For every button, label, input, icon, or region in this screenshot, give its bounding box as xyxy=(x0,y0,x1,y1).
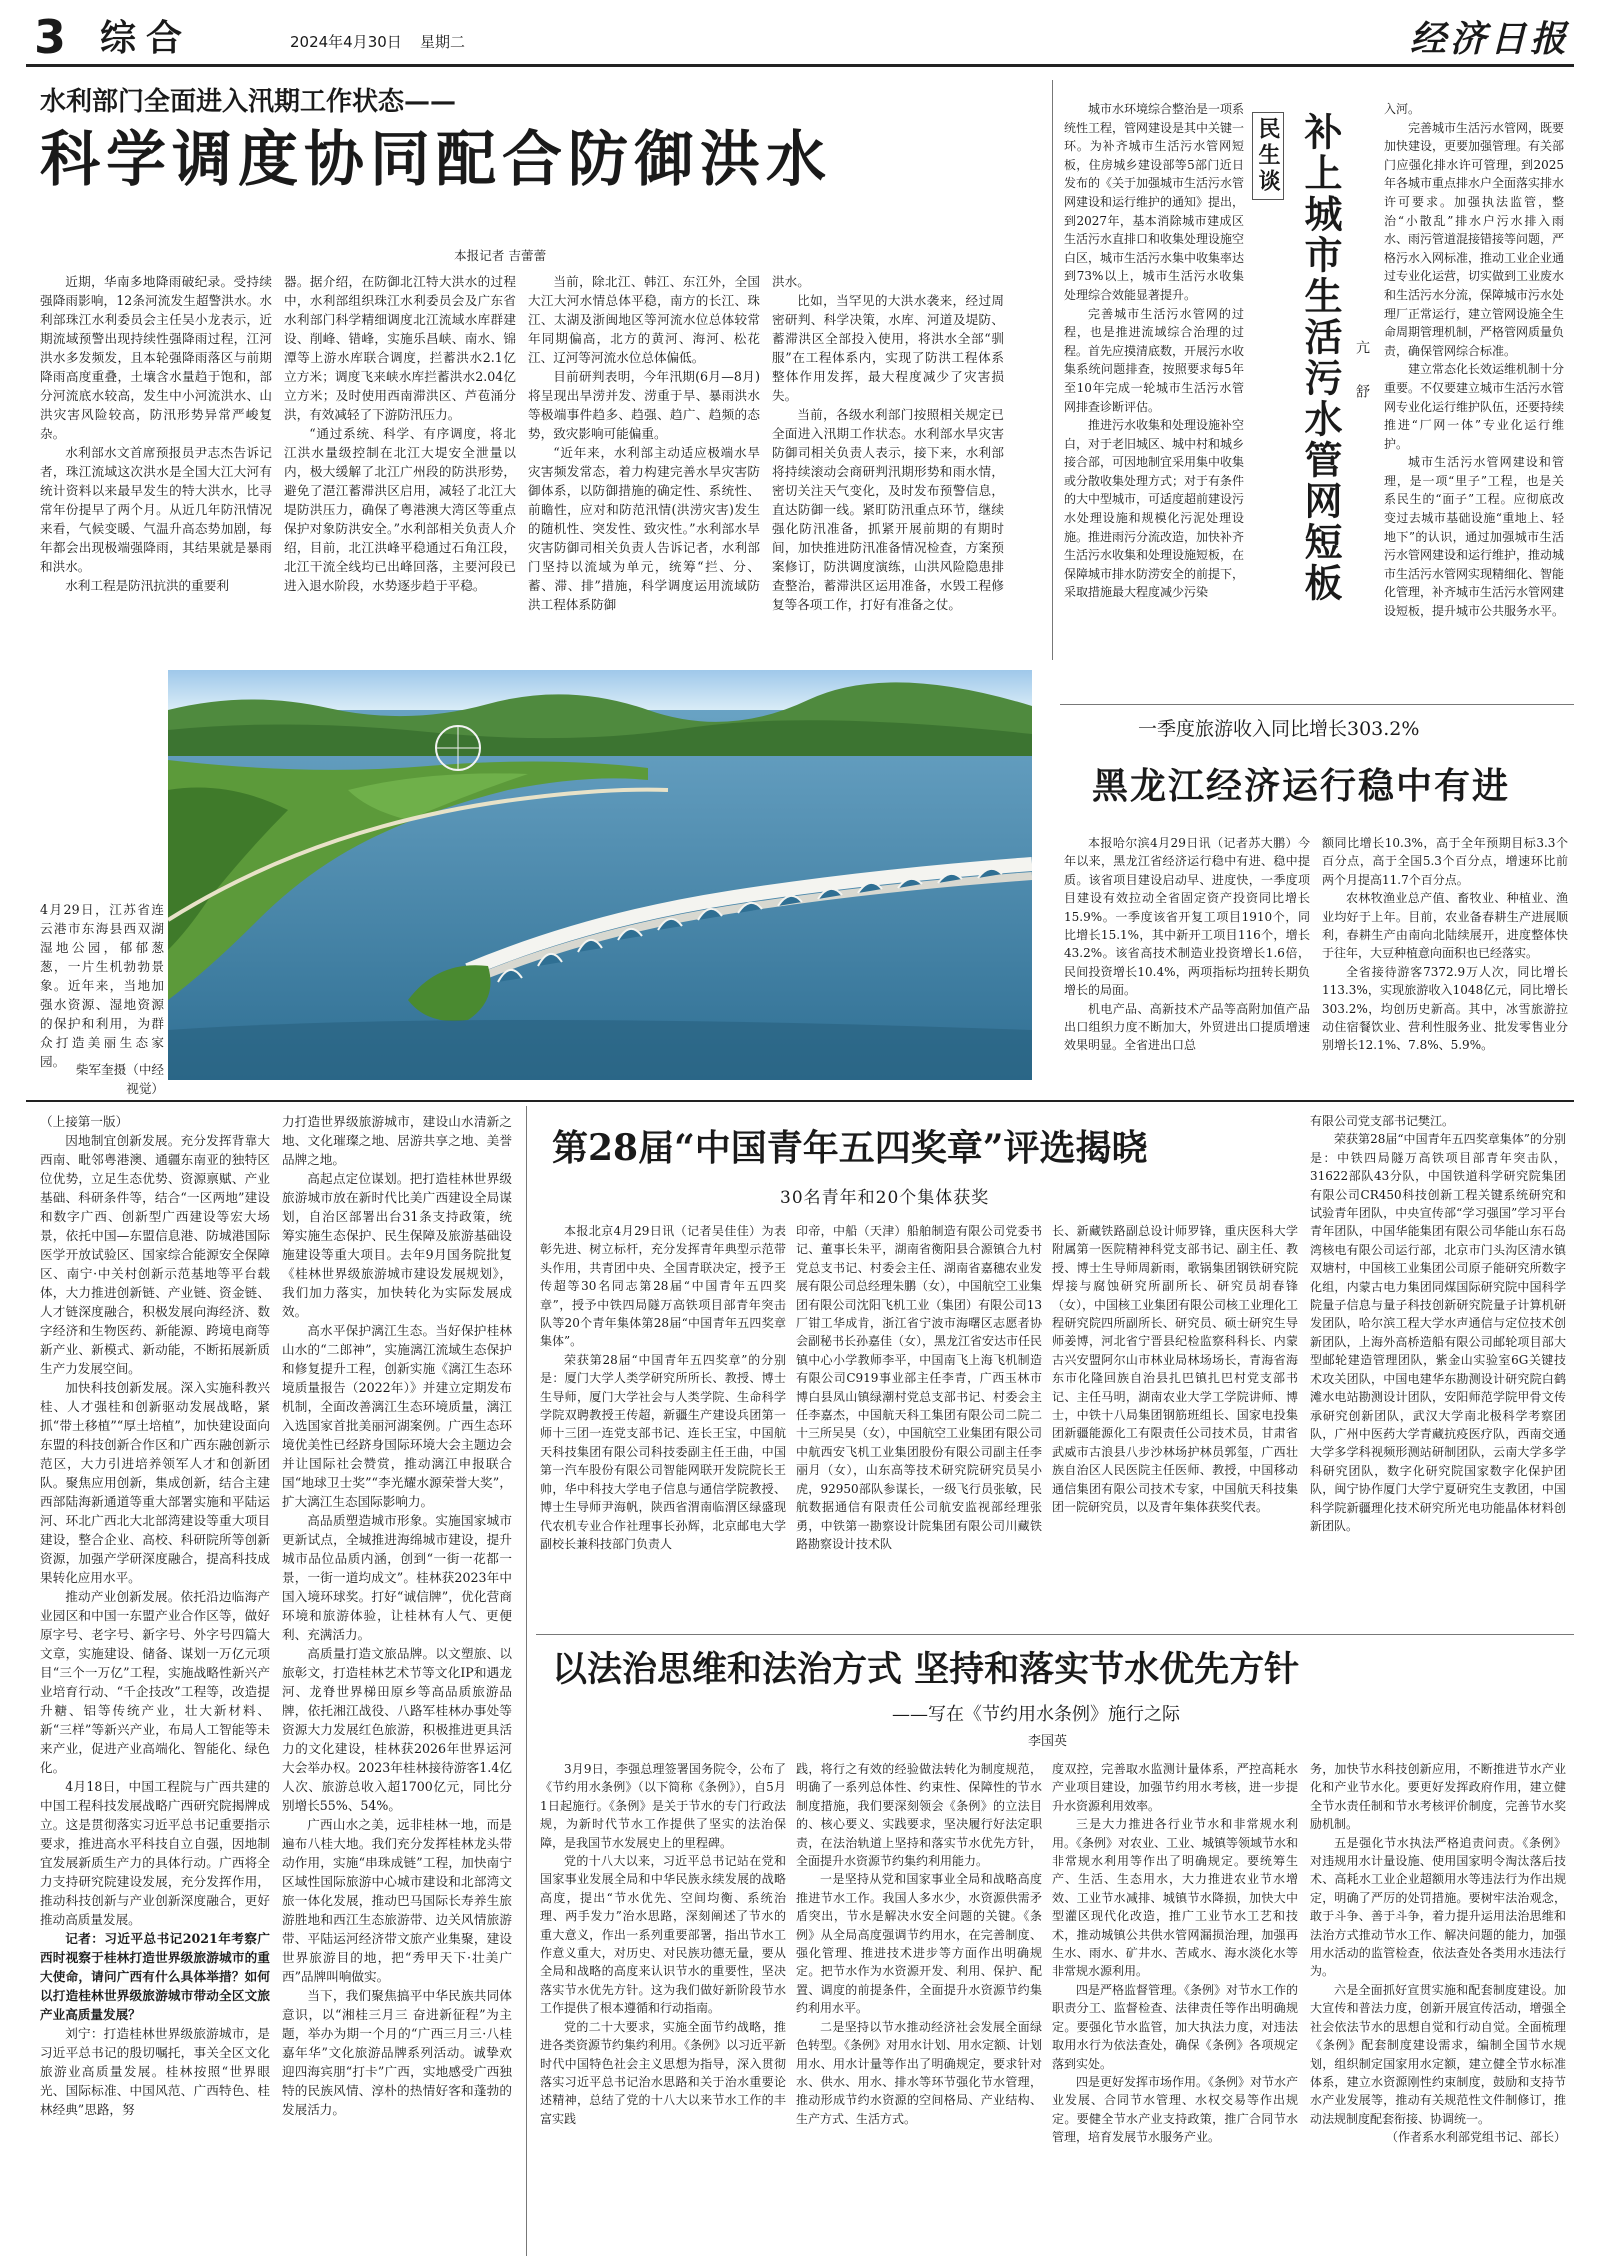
paragraph: 高水平保护漓江生态。当好保护桂林山水的“二郎神”，实施漓江流域生态保护和修复提升工程，创新实施《漓江生态环境质量报告（2022年）》并建立定期发布机制，全面改善漓江生态环境质量，漓江入选国家首批美丽河湖案例。广西生态环境优美性已经跻身国际环境大会主题边会并让国际社会赞赏，推动漓江申报联合国“地球卫士奖”“李光耀水源荣誉大奖”，扩大漓江生态国际影响力。 xyxy=(282,1323,512,1509)
section-divider xyxy=(536,1634,1574,1635)
lead-column-3 xyxy=(528,272,760,650)
author-note: （作者系水利部党组书记、部长） xyxy=(1385,2130,1566,2145)
paragraph: 洪水。 xyxy=(772,274,810,289)
lake-bridge-photo xyxy=(168,670,1032,1080)
guilin-column-1 xyxy=(40,1112,270,2252)
paragraph: 力打造世界级旅游城市，建设山水清新之地、文化璀璨之地、居游共享之地、美誉品牌之地。 xyxy=(282,1114,512,1167)
opinion-title: 补上城市生活污水管网短板 xyxy=(1298,112,1343,604)
paragraph: 党的二十大要求，实施全面节约战略，推进各类资源节约集约利用。《条例》以习近平新时代中国特色社会主义思想为指导，深入贯彻落实习近平总书记治水思路和关于治水重要论述精神，总结了党的十八大以来节水工作的丰富实践 xyxy=(540,2019,786,2126)
paragraph: 践，将行之有效的经验做法转化为制度规范，明确了一系列总体性、约束性、保障性的节水制度措施，我们要深刻领会《条例》的立法目的、核心要义、实践要求，坚决履行好法定职责，在法治轨道上坚持和落实节水优先方针，全面提升水资源节约集约利用能力。 xyxy=(796,1762,1042,1869)
page-number: 3 xyxy=(34,10,67,64)
masthead-rule xyxy=(26,64,1574,67)
lead-column-2 xyxy=(284,272,516,650)
water-title: 以法治思维和法治方式 坚持和落实节水优先方针 xyxy=(552,1649,1300,1690)
opinion-tag: 民生谈 xyxy=(1252,112,1284,200)
paragraph: 入河。 xyxy=(1384,102,1421,116)
paragraph: 农林牧渔业总产值、畜牧业、种植业、渔业均好于上年。目前，农业备春耕生产进展顺利，春耕生产由南向北陆续展开，进度整体快于往年，大豆种植意向面积也已经落实。 xyxy=(1322,891,1568,961)
paragraph: 水利工程是防汛抗洪的重要利 xyxy=(65,578,229,593)
section-divider xyxy=(1060,704,1574,705)
paragraph: 刘宁：打造桂林世界级旅游城市，是习近平总书记的殷切嘱托，事关全区文化旅游业高质量发展。桂林按照“世界眼光、国际标准、中国风范、广西特色、桂林经典”思路，努 xyxy=(40,2026,270,2117)
column-divider xyxy=(1052,80,1053,660)
column-divider xyxy=(526,1106,527,2256)
opinion-column-2 xyxy=(1384,100,1564,660)
paragraph: 器。据介绍，在防御北江特大洪水的过程中，水利部组织珠江水利委员会及广东省水利部门科学精细调度北江流域水库群建设、削峰、错峰，实施乐昌峡、南水、锦潭等上游水库联合调度，拦蓄洪水2.1亿立方米；调度飞来峡水库拦蓄洪水2.04亿立方米；及时使用西南滞洪区、芦苞涌分洪，有效减轻了下游防汛压力。 xyxy=(284,274,516,422)
paragraph: 印帝，中船（天津）船舶制造有限公司党委书记、董事长朱平，湖南省衡阳县合源镇合九村党总支书记、村委会主任、湖南省嘉穗农业发展有限公司总经理朱鹏（女），中国航空工业集团有限公司沈阳飞机工业（集团）有限公司13厂钳工华成肯，浙江省宁波市海曙区志愿者协会副秘书长孙嘉佳（女），黑龙江省安达市任民镇中心小学教师李平，中国南飞上海飞机制造有限公司C919事业部主任李青，广西玉林市博白县凤山镇绿潮村党总支部书记、村委会主任李嘉杰，中国航天科工集团有限公司二院二十三所吴昊（女），中国航空工业集团有限公司中航西安飞机工业集团股份有限公司副主任李丽月（女），山东高等技术研究院研究员吴小虎，92950部队参谋长，一级飞行员张敏，民航数据通信有限责任公司航安监视部经理张勇，中铁第一勘察设计院集团有限公司川藏铁路勘察设计技术队 xyxy=(796,1224,1042,1551)
wusi-column-1 xyxy=(540,1222,786,1622)
paragraph: 城市生活污水管网建设和管理，是一项“里子”工程，也是关系民生的“面子”工程。应彻底改变过去城市基础设施“重地上、轻地下”的认识，通过加强城市生活污水管网建设和运行维护，推动城市生活污水管网实现精细化、智能化管理，补齐城市生活污水管网建设短板，提升城市公共服务水平。 xyxy=(1384,455,1564,619)
paragraph: “通过系统、科学、有序调度，将北江洪水量级控制在北江大堤安全泄量以内，极大缓解了北江广州段的防洪形势，避免了潖江蓄滞洪区启用，减轻了北江大堤防洪压力，确保了粤港澳大湾区等重点保护对象防洪安全。”水利部相关负责人介绍，目前，北江洪峰平稳通过石角江段，北江干流全线均已出峰回落，主要河段已进入退水阶段，水势逐步趋于平稳。 xyxy=(284,426,516,593)
issue-date: 2024年4月30日 xyxy=(290,33,402,51)
newspaper-logo: 经济日报 xyxy=(1410,18,1571,60)
paragraph: 二是坚持以节水推动经济社会发展全面绿色转型。《条例》对用水计划、用水定额、计划用水、用水计量等作出了明确规定，要求针对水、供水、用水、排水等环节强化节水管理，推动形成节约水资源的空间格局、产业结构、生产方式、生活方式。 xyxy=(796,2019,1042,2126)
opinion-author: 亢舒 xyxy=(1354,340,1370,428)
paragraph: 加快科技创新发展。深入实施科教兴桂、人才强桂和创新驱动发展战略，紧抓“带土移植”“厚土培植”，加快建设面向东盟的科技创新合作区和广西东融创新示范区，大力引进培养领军人才和创新团队。聚焦应用创新，集成创新，结合主建西部陆海新通道等重大部署实施和平陆运河、环北广西北大北部湾建设等重大项目建设，整合企业、高校、科研院所等创新资源，加强产学研深度融合，提高科技成果转化应用水平。 xyxy=(40,1380,270,1585)
lead-column-4 xyxy=(772,272,1004,650)
paragraph: 全省接待游客7372.9万人次，同比增长113.3%，实现旅游收入1048亿元，同比增长303.2%，均创历史新高。其中，冰雪旅游拉动住宿餐饮业、营利性服务业、批发零售业分别增长12.1%、7.8%、5.9%。 xyxy=(1322,964,1568,1053)
paragraph: 高质量打造文旅品牌。以文塑旅、以旅彰文，打造桂林艺术节等文化IP和遇龙河、龙脊世界梯田原乡等高品质旅游品牌，依托湘江战役、八路军桂林办事处等资源大力发展红色旅游，积极推进更具活力的文化建设，桂林获2026年世界运河大会举办权。2023年桂林接待游客1.4亿人次、旅游总收入超1700亿元，同比分别增长55%、54%。 xyxy=(282,1646,512,1813)
continued-note: （上接第一版） xyxy=(40,1114,129,1129)
guilin-column-2 xyxy=(282,1112,512,2252)
paragraph: 五是强化节水执法严格追责问责。《条例》对违规用水计量设施、使用国家明令淘汰落后技术、高耗水工业企业超额用水等违法行为作出规定，明确了严厉的处罚措施。要树牢法治观念，敢于斗争、善于斗争，着力提升运用法治思维和法治方式推动节水工作、解决问题的能力，加强用水活动的监管检查，依法查处各类用水违法行为。 xyxy=(1310,1835,1566,1979)
paragraph: 六是全面抓好宣贯实施和配套制度建设。加大宣传和普法力度，创新开展宣传活动，增强全社会依法节水的思想自觉和行动自觉。全面梳理《条例》配套制度建设需求，编制全国节水规划，组织制定国家用水定额，建立健全节水标准体系，建立水资源刚性约束制度，鼓励和支持节水产业发展等，推动有关规范性文件制修订，推动法规制度配套衔接、协调统一。 xyxy=(1310,1982,1566,2126)
lake-bridge-illustration xyxy=(168,670,1032,1080)
water-column-3 xyxy=(1052,1760,1298,2256)
page-divider xyxy=(26,1100,1574,1102)
paragraph: 完善城市生活污水管网的过程，也是推进流域综合治理的过程。首先应摸清底数，开展污水收集系统问题排查，按照要求每5年至10年完成一轮城市生活污水管网排查诊断评估。 xyxy=(1064,306,1244,414)
wusi-column-3 xyxy=(1052,1222,1298,1622)
paragraph: 因地制宜创新发展。充分发挥背靠大西南、毗邻粤港澳、通疆东南亚的独特区位优势，立足生态优势、资源禀赋、产业基础、科研条件等，结合“一区两地”建设和数字广西、创新型广西建设等宏大场景，依托中国—东盟信息港、防城港国际医学开放试验区、国家综合能源安全保障区、南宁·中关村创新示范基地等平台载体，大力推进创新链、产业链、资金链、人才链深度融合，积极发展向海经济、数字经济和生物医药、新能源、跨境电商等新产业、新模式、新动能，不断拓展新质生产力发展空间。 xyxy=(40,1133,270,1376)
paragraph: 当前，各级水利部门按照相关规定已全面进入汛期工作状态。水利部水旱灾害防御司相关负责人表示，接下来，水利部将持续滚动会商研判汛期形势和雨水情，密切关注天气变化，及时发布预警信息，直达防御一线。紧盯防汛重点环节，继续强化防汛准备，抓紧开展前期的有期时间，加快推进防汛准备情况检查，方案预案修订，防洪调度演练，山洪风险隐患排查整治，蓄滞洪区运用准备，水毁工程修复等各项工作，打好有准备之仗。 xyxy=(772,407,1004,612)
paragraph: 4月18日，中国工程院与广西共建的中国工程科技发展战略广西研究院揭牌成立。这是贯彻落实习近平总书记重要指示要求，推进高水平科技自立自强，因地制宜发展新质生产力的具体行动。广西将全力支持研究院建设发展，充分发挥作用，推动科技创新与产业创新深度融合，更好推动高质量发展。 xyxy=(40,1779,270,1927)
paragraph: 四是更好发挥市场作用。《条例》对节水产业发展、合同节水管理、水权交易等作出规定。要健全节水产业支持政策，推广合同节水管理，培育发展节水服务产业。 xyxy=(1052,2074,1298,2145)
paragraph: 近期，华南多地降雨破纪录。受持续强降雨影响，12条河流发生超警洪水。水利部珠江水利委员会主任吴小龙表示，近期流域预警出现持续性强降雨过程，江河洪水多发频发，且本轮强降雨落区与前期降雨高度重叠，土壤含水量趋于饱和，部分河流底水较高，发生中小河流洪水、山洪灾害风险较高，防汛形势异常严峻复杂。 xyxy=(40,274,272,441)
photo-credit: 柴军奎摄（中经视觉） xyxy=(75,1062,164,1096)
wusi-column-2 xyxy=(796,1222,1042,1622)
paragraph: 本报北京4月29日讯（记者吴佳佳）为表彰先进、树立标杆，充分发挥青年典型示范带头作用，共青团中央、全国青联决定，授予王传超等30名同志第28届“中国青年五四奖章”，授予中铁四局隧万高铁项目部青年突击队等20个青年集体第28届“中国青年五四奖章集体”。 xyxy=(540,1224,786,1349)
paragraph: 长、新藏铁路副总设计师罗锋，重庆医科大学附属第一医院精神科党支部书记、副主任、教授、博士生导师周新雨，歌锅集团钢铁研究院焊接与腐蚀研究所副所长、研究员胡春锋（女），中国核工业集团有限公司核工业理化工程研究院四所副所长、研究员、硕士研究生导师姜博，河北省宁晋县纪检监察科科长、内蒙古兴安盟阿尔山市林业局林场场长，青海省海东市化隆回族自治县扎巴镇扎巴村党支部书记、主任马明，湖南农业大学工学院讲师、博士，中铁十八局集团钢筋班组长、国家电投集团新疆能源化工有限责任公司技术员，甘肃省武威市古浪县八步沙林场护林员郭玺，广西壮族自治区人民医院主任医师、教授，中国移动通信集团有限公司技术专家，中国航天科技集团一院研究员，以及青年集体获奖代表。 xyxy=(1052,1224,1298,1515)
water-subtitle: ——写在《节约用水条例》施行之际 xyxy=(892,1704,1180,1725)
lead-title: 科学调度协同配合防御洪水 xyxy=(40,125,832,195)
paragraph: 务，加快节水科技创新应用，不断推进节水产业化和产业节水化。要更好发挥政府作用，建立健全节水责任制和节水考核评价制度，完善节水奖励机制。 xyxy=(1310,1762,1566,1832)
paragraph: 四是严格监督管理。《条例》对节水工作的职责分工、监督检查、法律责任等作出明确规定。要强化节水监管，加大执法力度，对违法取用水行为依法查处，确保《条例》各项规定落到实处。 xyxy=(1052,1982,1298,2071)
wusi-subtitle: 30名青年和20个集体获奖 xyxy=(780,1188,990,1208)
paragraph: 比如，当罕见的大洪水袭来，经过周密研判、科学决策，水库、河道及堤防、蓄滞洪区全部投入使用，将洪水全部“驯服”在工程体系内，实现了防洪工程体系整体作用发挥，最大程度减少了灾害损失。 xyxy=(772,293,1004,403)
paragraph: 广西山水之美，远非桂林一地，而是遍布八桂大地。我们充分发挥桂林龙头带动作用，实施“串珠成链”工程，加快南宁区域性国际旅游中心城市建设和北部湾文旅一体化发展，推动巴马国际长寿养生旅游胜地和西江生态旅游带、边关风情旅游带、平陆运河经济带文旅产业集聚，建设世界旅游目的地，把“秀甲天下·壮美广西”品牌叫响做实。 xyxy=(282,1817,512,1984)
paragraph: 推动产业创新发展。依托沿边临海产业园区和中国一东盟产业合作区等，做好原字号、老字号、新字号、外字号四篇大文章，实施建设、储备、谋划一万亿元项目“三个一万亿”工程，实施战略性新兴产业培育行动、“千企技改”工程等，改造提升糖、铝等传统产业，壮大新材料、新“三样”等新兴产业，布局人工智能等未来产业，促进产业高端化、智能化、绿色化。 xyxy=(40,1589,270,1775)
water-author: 李国英 xyxy=(1028,1734,1068,1749)
water-column-1 xyxy=(540,1760,786,2256)
paragraph: 完善城市生活污水管网，既要加快建设，更要加强管理。有关部门应强化排水许可管理，到2025年各城市重点排水户全面落实排水许可要求。加强执法监管，整治“小散乱”排水户污水排入雨水、雨污管道混接错接等问题，严格污水入网标准，推动工业企业通过专业化运营，切实做到工业废水和生活污水分流，保障城市污水处理厂正常运行，建立管网设施全生命周期管理机制，严格管网质量负责，确保管网综合标准。 xyxy=(1384,120,1564,358)
opinion-column-1 xyxy=(1064,100,1244,660)
hlj-subtitle: 一季度旅游收入同比增长303.2% xyxy=(1138,718,1420,740)
paragraph: 水利部水文首席预报员尹志杰告诉记者，珠江流域这次洪水是全国大江大河有统计资料以来最早发生的特大洪水，比寻常年份提早了两个月。从近几年防汛情况来看，气候变暖、气温升高态势加剧，每年都会出现极端强降雨，其结果就是暴雨和洪水。 xyxy=(40,445,272,574)
section-name: 综合 xyxy=(100,18,193,59)
paragraph: 额同比增长10.3%，高于全年预期目标3.3个百分点，高于全国5.3个百分点，增速环比前两个月提高11.7个百分点。 xyxy=(1322,836,1568,887)
hlj-column-1 xyxy=(1064,834,1310,1084)
paragraph: 当下，我们聚焦搞平中华民族共同体意识，以“湘桂三月三 奋进新征程”为主题，举办为期一个月的“广西三月三·八桂嘉年华”文化旅游品牌系列活动。诚挚欢迎四海宾朋“打卡”广西，实地感受广西独特的民族风情、淳朴的热情好客和蓬勃的发展活力。 xyxy=(282,1988,512,2117)
paragraph: “近年来，水利部主动适应极端水旱灾害频发常态，着力构建完善水旱灾害防御体系，以防御措施的确定性、系统性、前瞻性，应对和防范汛情(洪涝灾害)发生的随机性、突发性、致灾性。”水利部水旱灾害防御司相关负责人告诉记者，水利部门坚持以流域为单元，统筹“拦、分、蓄、滞、排”措施，科学调度运用流域防洪工程体系防御 xyxy=(528,445,760,612)
paragraph: 城市水环境综合整治是一项系统性工程，管网建设是其中关键一环。为补齐城市生活污水管网短板，住房城乡建设部等5部门近日发布的《关于加强城市生活污水管网建设和运行维护的通知》提出，到2027年，基本消除城市建成区生活污水直排口和收集处理设施空白区，城市生活污水集中收集率达到73%以上，城市生活污水收集处理综合效能显著提升。 xyxy=(1064,102,1244,302)
hlj-column-2 xyxy=(1322,834,1568,1084)
paragraph: 3月9日，李强总理签署国务院令，公布了《节约用水条例》（以下简称《条例》），自5月1日起施行。《条例》是关于节水的专门行政法规，为新时代节水工作提供了坚实的法治保障，是我国节水发展史上的里程碑。 xyxy=(540,1762,786,1850)
paragraph: 目前研判表明，今年汛期(6月—8月)将呈现出旱涝并发、涝重于旱、暴雨洪水等极端事件趋多、趋强、趋广、趋频的态势，致灾影响可能偏重。 xyxy=(528,369,760,441)
photo-caption: 4月29日，江苏省连云港市东海县西双湖湿地公园，郁郁葱葱，一片生机勃勃景象。近年来，当地加强水资源、湿地资源的保护和利用，为群众打造美丽生态家园。 xyxy=(40,902,164,1069)
wusi-title: 第28届“中国青年五四奖章”评选揭晓 xyxy=(552,1127,1148,1169)
paragraph: 当前，除北江、韩江、东江外，全国大江大河水情总体平稳，南方的长江、珠江、太湖及浙闽地区等河流水位总体较常年同期偏高，北方的黄河、海河、松花江、辽河等河流水位总体偏低。 xyxy=(528,274,760,365)
lead-byline: 本报记者 吉蕾蕾 xyxy=(454,248,547,263)
paragraph: 建立常态化长效运维机制十分重要。不仅要建立城市生活污水管网专业化运行维护队伍，还要持续推进“厂网一体”专业化运行维护。 xyxy=(1384,362,1564,451)
water-column-4 xyxy=(1310,1760,1566,2256)
lead-kicker: 水利部门全面进入汛期工作状态—— xyxy=(40,87,457,117)
paragraph: 高品质塑造城市形象。实施国家城市更新试点，全城推进海绵城市建设，提升城市品位品质内涵，创到“一街一花都一景，一街一道均成文”。桂林获2023年中国入境环球奖。打好“诚信牌”，优化营商环境和旅游体验，让桂林有人气、更便利、充满活力。 xyxy=(282,1513,512,1642)
water-column-2 xyxy=(796,1760,1042,2256)
paragraph: 本报哈尔滨4月29日讯（记者苏大鹏）今年以来，黑龙江省经济运行稳中有进、稳中提质。该省项目建设启动早、进度快，一季度项目建设有效拉动全省固定资产投资同比增长15.9%。一季度该省开复工项目1910个，同比增长15.1%，其中新开工项目116个，增长43.2%。该省高技术制造业投资增长1.6倍，民间投资增长10.4%，两项指标均扭转长期负增长的局面。 xyxy=(1064,836,1310,998)
paragraph: 荣获第28届“中国青年五四奖章集体”的分别是：中铁四局隧万高铁项目部青年突击队，31622部队43分队，中国铁道科学研究院集团有限公司CR450科技创新工程关键系统研究和试验青年团队，中央宣传部“学习强国”学习平台青年团队，中国华能集团有限公司华能山东石岛湾核电有限公司运行部，北京市门头沟区清水镇双塘村，中国核工业集团公司原子能研究所数字化组，内蒙古电力集团同煤国际研究院中国科学院量子信息与量子科技创新研究院量子计算机研发团队，哈尔滨工程大学水声通信与定位技术创新团队，上海外高桥造船有限公司邮轮项目部大型邮轮建造管理团队，紫金山实验室6G关键技术攻关团队，中国电建华东勘测设计研究院白鹤滩水电站勘测设计团队，安阳师范学院甲骨文传承研究创新团队，武汉大学南北极科学考察团队，广州中医药大学青藏抗疫医疗队，西南交通大学多学科视频形测站研制团队，云南大学多学科研究团队，数字化研究院国家数字化保护团队，闽宁协作厦门大学宁夏研究生支教团，中国科学院新疆理化技术研究所光电功能晶体材料创新团队。 xyxy=(1310,1132,1566,1533)
paragraph: 三是大力推进各行业节水和非常规水利用。《条例》对农业、工业、城镇等领域节水和非常规水利用等作出了明确规定。要统筹生产、生活、生态用水，大力推进农业节水增效、工业节水减排、城镇节水降损，加快大中型灌区现代化改造，推广工业节水工艺和技术，推动城镇公共供水管网漏损治理，加强再生水、雨水、矿井水、苦咸水、海水淡化水等非常规水源利用。 xyxy=(1052,1817,1298,1979)
paragraph: 党的十八大以来，习近平总书记站在党和国家事业发展全局和中华民族永续发展的战略高度，提出“节水优先、空间均衡、系统治理、两手发力”治水思路，深刻阐述了节水的重大意义，作出一系列重要部署，指出节水工作意义重大，对历史、对民族功德无量，要从全局和战略的高度来认识节水的重要性，坚决落实节水优先方针。这为我们做好新阶段节水工作提供了根本遵循和行动指南。 xyxy=(540,1854,786,2016)
paragraph: 高起点定位谋划。把打造桂林世界级旅游城市放在新时代比美广西建设全局谋划，自治区部署出台31条支持政策，统筹实施生态保护、民生保障及旅游基础设施建设等重大项目。去年9月国务院批复《桂林世界级旅游城市建设发展规划》，我们加力落实，加快转化为实际发展成效。 xyxy=(282,1171,512,1319)
lead-column-1 xyxy=(40,272,272,650)
hlj-title: 黑龙江经济运行稳中有进 xyxy=(1092,765,1511,807)
paragraph: 机电产品、高新技术产品等高附加值产品出口组织力度不断加大，外贸进出口提质增速效果明显。全省进出口总 xyxy=(1064,1001,1310,1053)
paragraph: 有限公司党支部书记樊江。 xyxy=(1310,1114,1455,1128)
paragraph: 荣获第28届“中国青年五四奖章”的分别是：厦门大学人类学研究所所长、教授、博士生导师，厦门大学社会与人类学院、生命科学学院双聘教授王传超，新疆生产建设兵团第一师十三团一连党支部书记、连长王宝，中国航天科技集团有限公司科技委副主任王曲，中国第一汽车股份有限公司智能网联开发院院长王帅，华中科技大学电子信息与通信学院教授、博士生导师尹海帆，陕西省渭南临渭区绿盛现代农机专业合作社理事长孙辉，北京邮电大学副校长兼科技部门负责人 xyxy=(540,1352,786,1551)
paragraph: 一是坚持从党和国家事业全局和战略高度推进节水工作。我国人多水少，水资源供需矛盾突出，节水是解决水安全问题的关键。《条例》从全局高度强调节约用水，在完善制度、强化管理、推进技术进步等方面作出明确规定。把节水作为水资源开发、利用、保护、配置、调度的前提条件，全面提升水资源节约集约利用水平。 xyxy=(796,1872,1042,2016)
paragraph: 推进污水收集和处理设施补空白，对于老旧城区、城中村和城乡接合部，可因地制宜采用集中收集或分散收集处理方式；对于有条件的大中型城市，可适度超前建设污水处理设施和规模化污泥处理设施。推进雨污分流改造，加快补齐生活污水收集和处理设施短板，在保障城市排水防涝安全的前提下，采取措施最大程度减少污染 xyxy=(1064,418,1244,600)
issue-weekday: 星期二 xyxy=(420,33,466,51)
paragraph: 记者：习近平总书记2021年考察广西时视察于桂林打造世界级旅游城市的重大使命，请问广西有什么具体举措？如何以打造桂林世界级旅游城市带动全区文旅产业高质量发展？ xyxy=(40,1931,270,2022)
paragraph: 度双控，完善取水监测计量体系，严控高耗水产业项目建设，加强节约用水考核，进一步提升水资源利用效率。 xyxy=(1052,1762,1298,1813)
wusi-column-4 xyxy=(1310,1112,1566,1622)
